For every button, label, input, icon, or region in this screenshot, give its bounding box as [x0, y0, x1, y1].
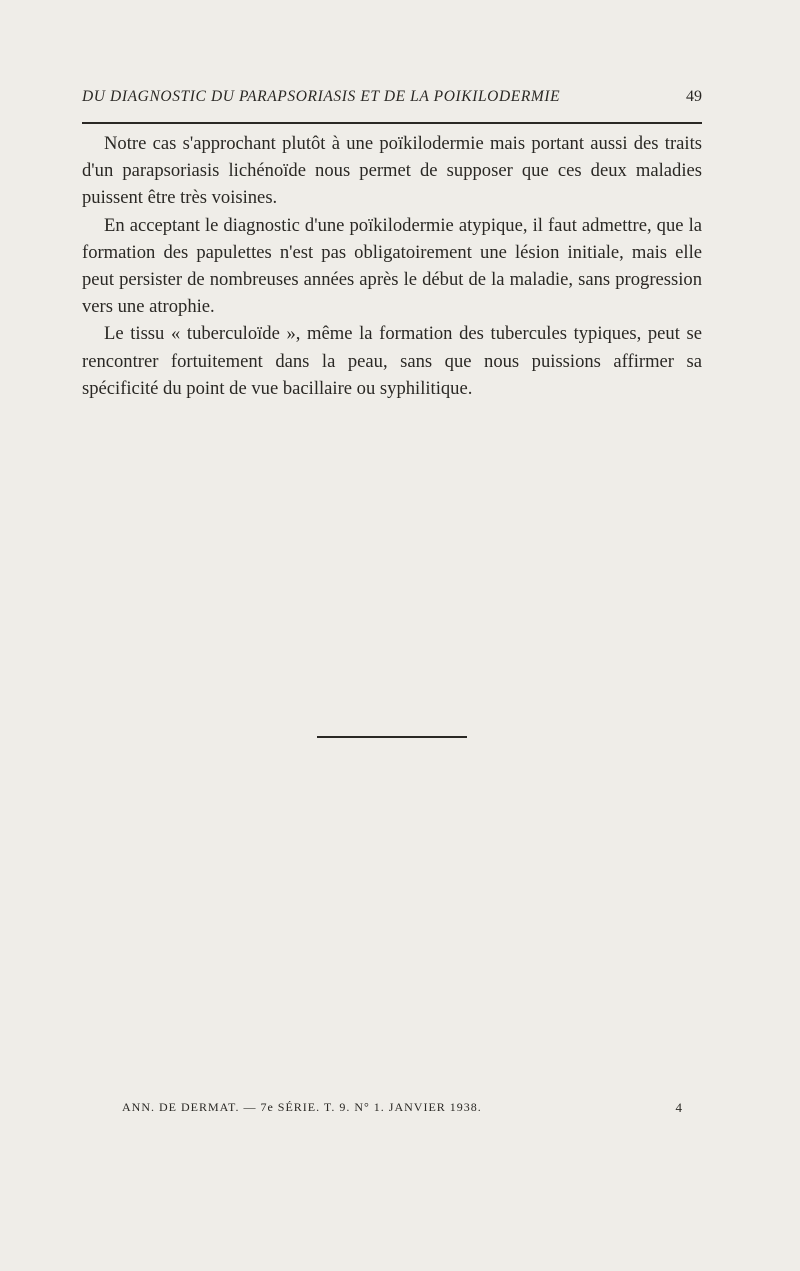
section-end-rule [317, 736, 467, 738]
signature-mark: 4 [675, 1100, 682, 1115]
journal-citation: ANN. DE DERMAT. — 7e SÉRIE. T. 9. N° 1. JANVIER 1938. [122, 1100, 482, 1114]
page-number: 49 [686, 88, 702, 105]
paragraph: Le tissu « tuberculoïde », même la formation des tubercules typiques, peut se rencontrer fortuitement dans la peau, sans que nous puissions affirmer sa spécificité du point de vue bacillaire ou syphilitique. [82, 323, 702, 399]
paragraph: En acceptant le diagnostic d'une poïkilodermie atypique, il faut admettre, que la formation des papulettes n'est pas obligatoirement une lésion initiale, mais elle peut persister de nombreuses années après le début de la maladie, sans progression vers une atrophie. [82, 214, 702, 318]
header-rule [82, 122, 702, 124]
page-footer [122, 1100, 682, 1122]
running-head [82, 88, 702, 112]
article-body [82, 130, 702, 402]
paragraph: Notre cas s'approchant plutôt à une poïkilodermie mais portant aussi des traits d'un parapsoriasis lichénoïde nous permet de supposer que ces deux maladies puissent être très voisines. [82, 133, 702, 209]
running-title: DU DIAGNOSTIC DU PARAPSORIASIS ET DE LA POIKILODERMIE [82, 88, 561, 105]
